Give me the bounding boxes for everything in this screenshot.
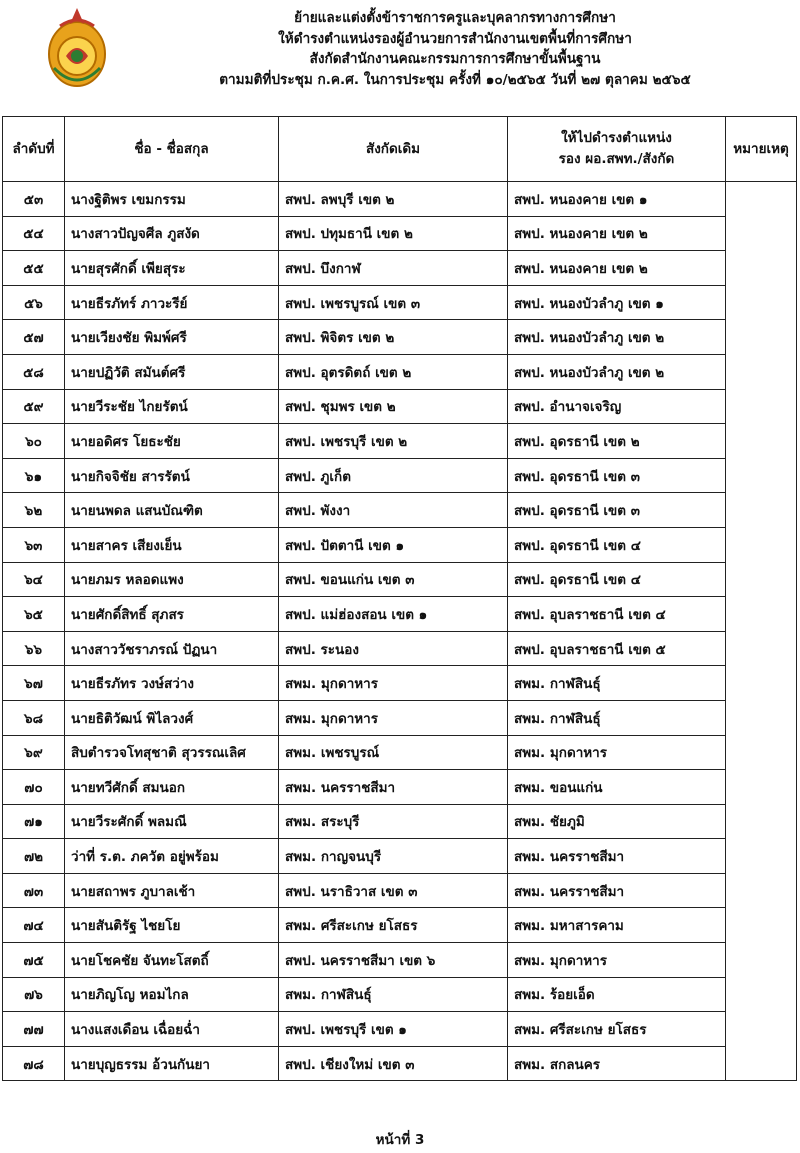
table-row: [3, 354, 797, 389]
cell-dest: สพป. หนองบัวลำภู เขต ๒: [508, 320, 726, 355]
cell-origin: สพป. เพชรบูรณ์ เขต ๓: [279, 285, 508, 320]
cell-dest: สพม. กาฬสินธุ์: [508, 666, 726, 701]
cell-dest: สพป. อุดรธานี เขต ๓: [508, 493, 726, 528]
table-row: [3, 458, 797, 493]
col-header-name: ชื่อ - ชื่อสกุล: [65, 117, 279, 182]
cell-no: ๗๐: [3, 770, 65, 805]
table-row: [3, 285, 797, 320]
cell-origin: สพป. ขอนแก่น เขต ๓: [279, 562, 508, 597]
header-line-4: ตามมติที่ประชุม ก.ค.ศ. ในการประชุม ครั้งที่ ๑๐/๒๕๖๕ วันที่ ๒๗ ตุลาคม ๒๕๖๕: [219, 71, 691, 88]
table-row: [3, 562, 797, 597]
table-row: [3, 666, 797, 701]
table-row: [3, 1046, 797, 1081]
table-row: [3, 1012, 797, 1047]
cell-no: ๗๔: [3, 908, 65, 943]
cell-dest: สพม. นครราชสีมา: [508, 873, 726, 908]
cell-no: ๕๘: [3, 354, 65, 389]
obec-emblem-icon: [46, 6, 108, 90]
cell-dest: สพป. หนองบัวลำภู เขต ๒: [508, 354, 726, 389]
cell-name: นายเวียงชัย พิมพ์ศรี: [65, 320, 279, 355]
col-header-dest-line1: ให้ไปดำรงตำแหน่ง: [561, 130, 672, 146]
cell-name: นายสถาพร ภูบาลเช้า: [65, 873, 279, 908]
header-line-3: สังกัดสำนักงานคณะกรรมการการศึกษาขั้นพื้นฐาน: [309, 51, 601, 67]
cell-name: นายบุญธรรม อ้วนกันยา: [65, 1046, 279, 1081]
cell-origin: สพม. นครราชสีมา: [279, 770, 508, 805]
table-row: [3, 873, 797, 908]
cell-dest: สพป. อำนาจเจริญ: [508, 389, 726, 424]
col-header-dest-line2: รอง ผอ.สพท./สังกัด: [558, 151, 675, 167]
col-header-origin: สังกัดเดิม: [279, 117, 508, 182]
cell-name: นางแสงเดือน เฉื่อยฉ่ำ: [65, 1012, 279, 1047]
cell-name: นายกิจจิชัย สารรัตน์: [65, 458, 279, 493]
page-number: หน้าที่ 3: [375, 1132, 425, 1148]
col-header-note: หมายเหตุ: [726, 117, 797, 182]
cell-origin: สพป. เพชรบุรี เขต ๑: [279, 1012, 508, 1047]
cell-name: นายนพดล แสนบัณฑิต: [65, 493, 279, 528]
table-row: [3, 700, 797, 735]
cell-name: นางสาววัชราภรณ์ ปัฏนา: [65, 631, 279, 666]
document-header: [120, 8, 790, 90]
col-header-no: ลำดับที่: [3, 117, 65, 182]
cell-dest: สพป. หนองคาย เขต ๑: [508, 182, 726, 217]
cell-dest: สพม. กาฬสินธุ์: [508, 700, 726, 735]
table-row: [3, 631, 797, 666]
cell-dest: สพม. มุกดาหาร: [508, 735, 726, 770]
cell-dest: สพม. ศรีสะเกษ ยโสธร: [508, 1012, 726, 1047]
cell-origin: สพป. พังงา: [279, 493, 508, 528]
cell-origin: สพป. ภูเก็ต: [279, 458, 508, 493]
cell-name: นายศักดิ์สิทธิ์ สุภสร: [65, 597, 279, 632]
cell-dest: สพป. หนองคาย เขต ๒: [508, 251, 726, 286]
table-header-row: [3, 117, 797, 182]
cell-name: นายวีระชัย ไกยรัตน์: [65, 389, 279, 424]
appointment-table: [2, 116, 797, 1081]
cell-origin: สพป. นครราชสีมา เขต ๖: [279, 943, 508, 978]
cell-dest: สพป. อุบลราชธานี เขต ๕: [508, 631, 726, 666]
table-row: [3, 527, 797, 562]
cell-no: ๖๒: [3, 493, 65, 528]
cell-origin: สพป. ระนอง: [279, 631, 508, 666]
header-line-1: ย้ายและแต่งตั้งข้าราชการครูและบุคลากรทางการศึกษา: [294, 10, 616, 26]
table-row: [3, 424, 797, 459]
table-row: [3, 943, 797, 978]
cell-name: นายวีระศักดิ์ พลมณี: [65, 804, 279, 839]
cell-origin: สพป. แม่ฮ่องสอน เขต ๑: [279, 597, 508, 632]
cell-name: นายภมร หลอดแพง: [65, 562, 279, 597]
table-row: [3, 216, 797, 251]
cell-name: นายธีรภัทร วงษ์สว่าง: [65, 666, 279, 701]
cell-name: นางสาวปัญจศีล ภูสงัด: [65, 216, 279, 251]
table-row: [3, 493, 797, 528]
cell-no: ๗๒: [3, 839, 65, 874]
cell-no: ๖๘: [3, 700, 65, 735]
cell-name: นายสันติรัฐ ไชยโย: [65, 908, 279, 943]
cell-origin: สพม. ศรีสะเกษ ยโสธร: [279, 908, 508, 943]
cell-name: สิบตำรวจโทสุชาติ สุวรรณเลิศ: [65, 735, 279, 770]
cell-origin: สพป. ปทุมธานี เขต ๒: [279, 216, 508, 251]
cell-no: ๖๓: [3, 527, 65, 562]
cell-name: นายธิติวัฒน์ พิไลวงศ์: [65, 700, 279, 735]
cell-note: [726, 182, 797, 1081]
cell-origin: สพป. เพชรบุรี เขต ๒: [279, 424, 508, 459]
cell-origin: สพม. เพชรบูรณ์: [279, 735, 508, 770]
table-row: [3, 251, 797, 286]
cell-name: นายทวีศักดิ์ สมนอก: [65, 770, 279, 805]
cell-dest: สพม. ร้อยเอ็ด: [508, 977, 726, 1012]
table-row: [3, 908, 797, 943]
cell-name: นายธีรภัทร์ ภาวะรีย์: [65, 285, 279, 320]
cell-name: นายปฏิวัติ สมันต์ศรี: [65, 354, 279, 389]
cell-origin: สพป. บึงกาฬ: [279, 251, 508, 286]
cell-origin: สพป. พิจิตร เขต ๒: [279, 320, 508, 355]
table-row: [3, 977, 797, 1012]
cell-name: ว่าที่ ร.ต. ภควัต อยู่พร้อม: [65, 839, 279, 874]
cell-no: ๗๕: [3, 943, 65, 978]
cell-dest: สพป. อุดรธานี เขต ๒: [508, 424, 726, 459]
cell-dest: สพป. หนองบัวลำภู เขต ๑: [508, 285, 726, 320]
cell-no: ๖๐: [3, 424, 65, 459]
cell-name: นายอดิศร โยธะชัย: [65, 424, 279, 459]
col-header-dest: [508, 117, 726, 182]
cell-no: ๖๔: [3, 562, 65, 597]
cell-name: นางฐิติพร เขมกรรม: [65, 182, 279, 217]
cell-dest: สพป. อุดรธานี เขต ๓: [508, 458, 726, 493]
cell-no: ๗๓: [3, 873, 65, 908]
table-body: [3, 182, 797, 1081]
cell-dest: สพป. อุดรธานี เขต ๔: [508, 562, 726, 597]
cell-no: ๕๓: [3, 182, 65, 217]
cell-no: ๖๕: [3, 597, 65, 632]
cell-origin: สพป. ลพบุรี เขต ๒: [279, 182, 508, 217]
cell-name: นายสาคร เสียงเย็น: [65, 527, 279, 562]
cell-no: ๗๑: [3, 804, 65, 839]
cell-name: นายสุรศักดิ์ เพียสุระ: [65, 251, 279, 286]
cell-origin: สพม. กาฬสินธุ์: [279, 977, 508, 1012]
table-row: [3, 320, 797, 355]
table-row: [3, 597, 797, 632]
cell-no: ๕๖: [3, 285, 65, 320]
cell-origin: สพม. มุกดาหาร: [279, 700, 508, 735]
table-row: [3, 389, 797, 424]
cell-no: ๖๙: [3, 735, 65, 770]
cell-no: ๗๗: [3, 1012, 65, 1047]
header-line-2: ให้ดำรงตำแหน่งรองผู้อำนวยการสำนักงานเขตพื้นที่การศึกษา: [278, 30, 632, 47]
cell-no: ๕๙: [3, 389, 65, 424]
cell-dest: สพม. มุกดาหาร: [508, 943, 726, 978]
cell-no: ๖๖: [3, 631, 65, 666]
table-row: [3, 735, 797, 770]
cell-no: ๕๗: [3, 320, 65, 355]
table-row: [3, 770, 797, 805]
table-row: [3, 182, 797, 217]
cell-no: ๕๔: [3, 216, 65, 251]
cell-dest: สพม. สกลนคร: [508, 1046, 726, 1081]
cell-dest: สพป. อุดรธานี เขต ๔: [508, 527, 726, 562]
cell-no: ๗๖: [3, 977, 65, 1012]
cell-origin: สพม. กาญจนบุรี: [279, 839, 508, 874]
cell-no: ๗๘: [3, 1046, 65, 1081]
cell-no: ๕๕: [3, 251, 65, 286]
cell-origin: สพป. ชุมพร เขต ๒: [279, 389, 508, 424]
cell-dest: สพม. ขอนแก่น: [508, 770, 726, 805]
cell-origin: สพป. อุตรดิตถ์ เขต ๒: [279, 354, 508, 389]
cell-dest: สพป. อุบลราชธานี เขต ๔: [508, 597, 726, 632]
cell-no: ๖๗: [3, 666, 65, 701]
cell-origin: สพม. มุกดาหาร: [279, 666, 508, 701]
cell-dest: สพม. นครราชสีมา: [508, 839, 726, 874]
cell-origin: สพป. นราธิวาส เขต ๓: [279, 873, 508, 908]
cell-dest: สพม. ชัยภูมิ: [508, 804, 726, 839]
cell-no: ๖๑: [3, 458, 65, 493]
cell-origin: สพป. ปัตตานี เขต ๑: [279, 527, 508, 562]
table-row: [3, 839, 797, 874]
cell-origin: สพป. เชียงใหม่ เขต ๓: [279, 1046, 508, 1081]
cell-dest: สพป. หนองคาย เขต ๒: [508, 216, 726, 251]
cell-name: นายภิญโญ หอมไกล: [65, 977, 279, 1012]
cell-dest: สพม. มหาสารคาม: [508, 908, 726, 943]
table-row: [3, 804, 797, 839]
cell-origin: สพม. สระบุรี: [279, 804, 508, 839]
cell-name: นายโชคชัย จันทะโสตถิ์: [65, 943, 279, 978]
